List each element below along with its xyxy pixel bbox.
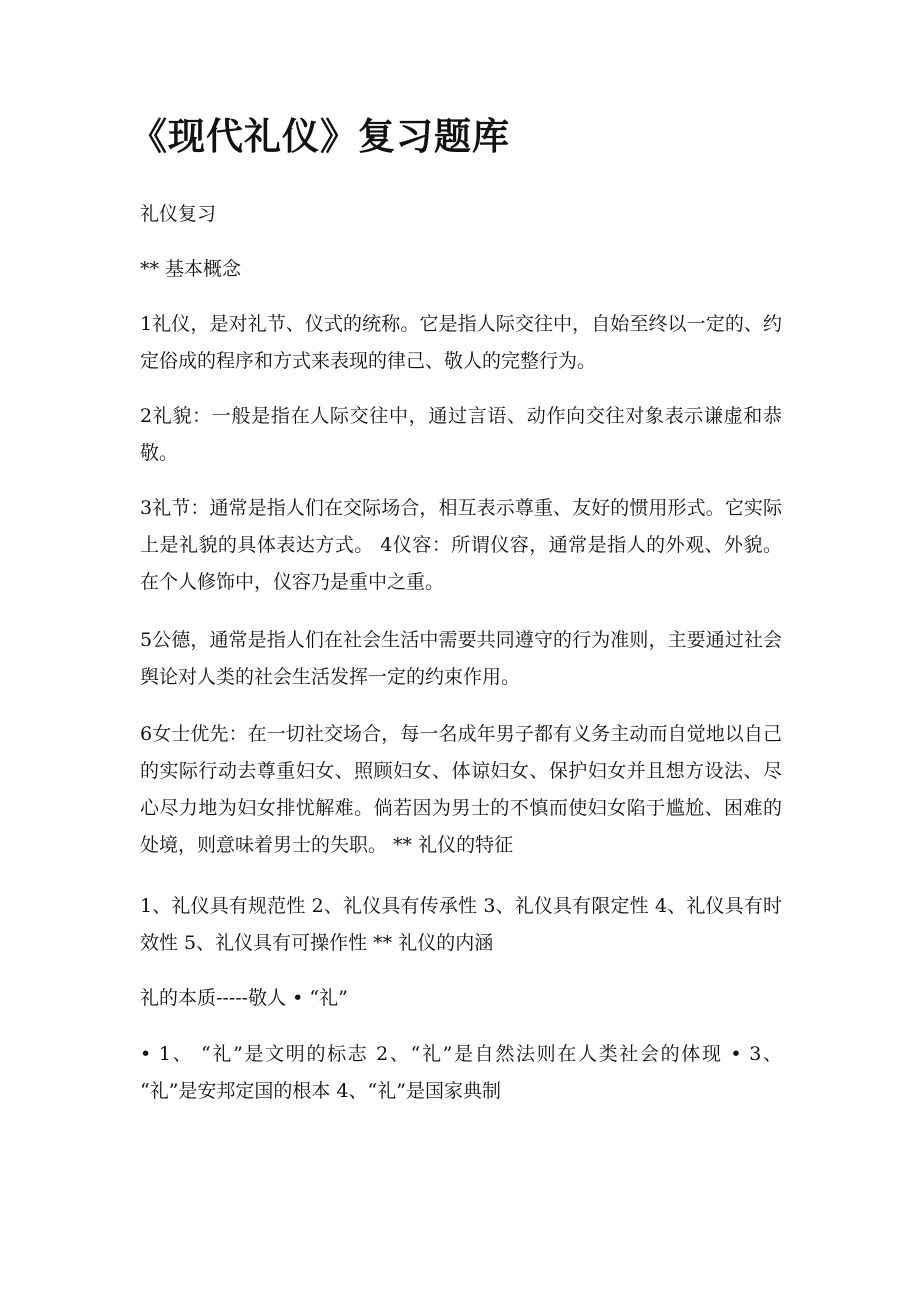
paragraph-ladies-first: 6女士优先：在一切社交场合，每一名成年男子都有义务主动而自觉地以自己的实际行动去尊重妇女、照顾妇女、体谅妇女、保护妇女并且想方设法、尽心尽力地为妇女排忧解难。倘若因为男士的不慎而使妇女陷于尴尬、困难的处境，则意味着男士的失职。 ** 礼仪的特征 — [140, 723, 782, 856]
section-heading: 礼仪复习 — [140, 203, 217, 225]
paragraph-definition-public-morality: 5公德，通常是指人们在社会生活中需要共同遵守的行为准则，主要通过社会舆论对人类的社会生活发挥一定的约束作用。 — [140, 629, 782, 688]
paragraph-li-meanings: • 1、 “礼”是文明的标志 2、“礼”是自然法则在人类社会的体现 • 3、 “礼”是安邦定国的根本 4、“礼”是国家典制 — [140, 1043, 782, 1102]
document-title: 《现代礼仪》复习题库 — [130, 114, 510, 158]
paragraph-characteristics: 1、礼仪具有规范性 2、礼仪具有传承性 3、礼仪具有限定性 4、礼仪具有时效性 5、礼仪具有可操作性 ** 礼仪的内涵 — [140, 895, 782, 954]
paragraph-essence: 礼的本质-----敬人 • “礼” — [140, 987, 348, 1009]
paragraph-definition-courtesy: 2礼貌：一般是指在人际交往中，通过言语、动作向交往对象表示谦虚和恭敬。 — [140, 405, 782, 464]
subsection-heading: ** 基本概念 — [140, 258, 242, 280]
paragraph-definition-manners: 3礼节：通常是指人们在交际场合，相互表示尊重、友好的惯用形式。它实际上是礼貌的具体表达方式。 4仪容：所谓仪容，通常是指人的外观、外貌。在个人修饰中，仪容乃是重中之重。 — [140, 497, 782, 593]
paragraph-definition-etiquette: 1礼仪，是对礼节、仪式的统称。它是指人际交往中，自始至终以一定的、约定俗成的程序和方式来表现的律己、敬人的完整行为。 — [140, 313, 782, 372]
